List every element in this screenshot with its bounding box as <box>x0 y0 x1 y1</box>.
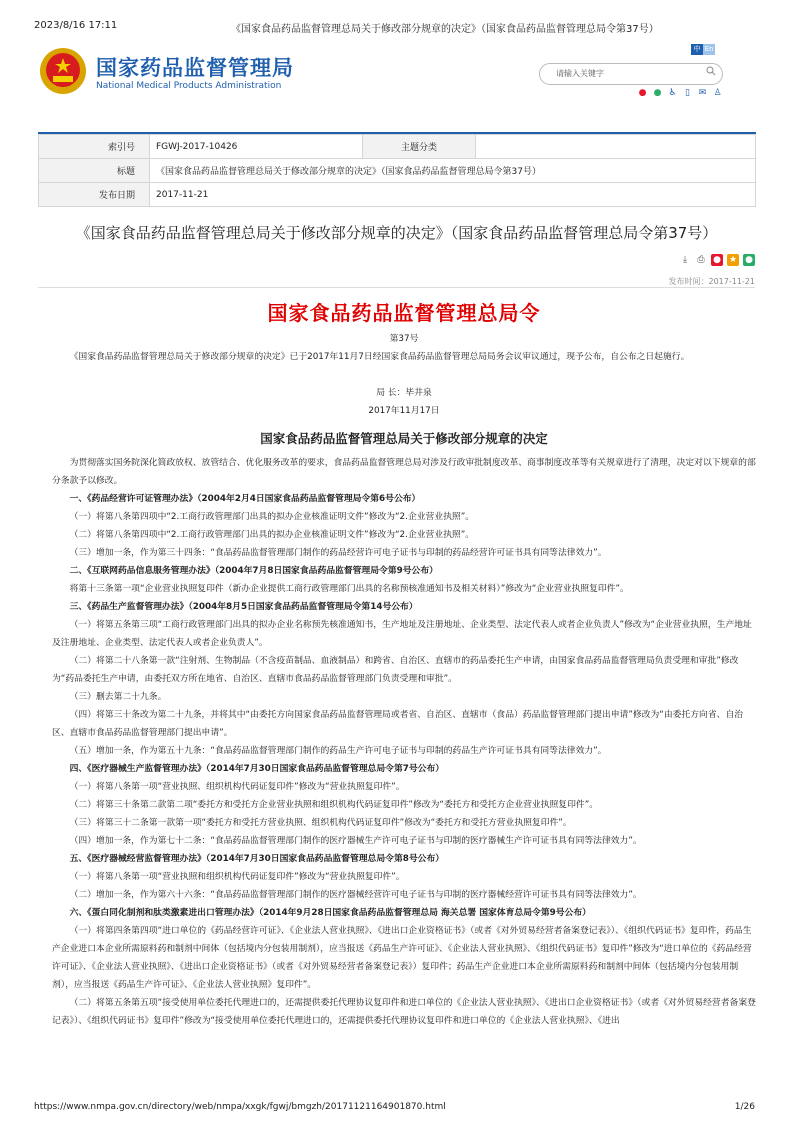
decision-paragraph: 六、《蛋白同化制剂和肽类激素进出口管理办法》（2014年9月28日国家食品药品监督管理总局 海关总署 国家体育总局令第9号公布） <box>69 908 591 918</box>
title-label: 标题 <box>39 159 150 183</box>
decision-paragraph: （四）增加一条，作为第七十二条：“食品药品监督管理部门制作的医疗器械生产许可电子证书与印制的医疗器械生产许可证书具有同等法律效力”。 <box>69 836 642 846</box>
category-value <box>476 135 756 159</box>
lang-en-button[interactable]: En <box>704 45 714 53</box>
decision-paragraph: （一）将第八条第一项“营业执照和组织机构代码证复印件”修改为“营业执照复印件”。 <box>69 872 405 882</box>
decision-paragraph: （五）增加一条，作为第五十九条：“食品药品监督管理部门制作的药品生产许可电子证书与印制的药品生产许可证书具有同等法律效力”。 <box>69 746 607 756</box>
language-switch <box>691 44 715 55</box>
order-sign-date: 2017年11月17日 <box>368 406 440 416</box>
decision-paragraph: （二）将第五条第五项“接受使用单位委托代理进口的，还需提供委托代理协议复印件和进口单位的《企业法人营业执照》、《进出口企业资格证书》（或者《对外贸易经营者备案登记表》）、《组织代码证书》复印件”修改为“接受使用单位委托代理进口的，还需提供委托代理协议复印件和进口单位的《企业法人营业执照》、《进出 <box>52 998 756 1026</box>
decision-paragraph: 为贯彻落实国务院深化简政放权、放管结合、优化服务改革的要求，食品药品监督管理总局对涉及行政审批制度改革、商事制度改革等有关规章进行了清理，决定对以下规章的部分条款予以修改。 <box>52 458 756 486</box>
share-weibo-icon[interactable]: ● <box>711 254 723 266</box>
decision-paragraph: 将第十三条第一项“企业营业执照复印件（新办企业提供工商行政管理部门出具的名称预核准通知书及相关材料）”修改为“企业营业执照复印件”。 <box>69 584 629 594</box>
order-intro: 《国家食品药品监督管理总局关于修改部分规章的决定》已于2017年11月7日经国家食品药品监督管理总局局务会议审议通过，现予公布，自公布之日起施行。 <box>69 352 690 362</box>
decision-paragraph: （四）将第三十条改为第二十九条，并将其中“由委托方向国家食品药品监督管理局或者省、自治区、直辖市（食品）药品监督管理部门提出申请”修改为“由委托方向省、自治区、直辖市食品药品监督管理部门提出申请”。 <box>52 710 744 738</box>
page-url: https://www.nmpa.gov.cn/directory/web/nmpa/xxgk/fgwj/bmgzh/20171121164901870.html <box>34 1102 446 1112</box>
decision-title: 国家食品药品监督管理总局关于修改部分规章的决定 <box>260 431 548 446</box>
decision-paragraph: 四、《医疗器械生产监督管理办法》（2014年7月30日国家食品药品监督管理总局令第7号公布） <box>69 764 445 774</box>
decision-paragraph: （二）将第三十条第二款第二项“委托方和受托方企业营业执照和组织机构代码证复印件”修改为“委托方和受托方企业营业执照复印件”。 <box>69 800 599 810</box>
national-emblem-icon[interactable] <box>38 46 88 96</box>
decision-paragraph: （一）将第五条第三项“工商行政管理部门出具的拟办企业名称预先核准通知书，生产地址及注册地址、企业类型、法定代表人或者企业负责人”修改为“企业营业执照，生产地址及注册地址、企业类型、法定代表人或者企业负责人”。 <box>52 620 752 648</box>
order-number: 第37号 <box>389 334 419 344</box>
decision-paragraph: 五、《医疗器械经营监督管理办法》（2014年7月30日国家食品药品监督管理总局令第8号公布） <box>69 854 445 864</box>
decision-paragraphs <box>52 454 756 1030</box>
elder-mode-icon[interactable]: ▯ <box>685 88 690 98</box>
decision-paragraph: （三）将第三十二条第一款第一项“委托方和受托方营业执照、组织机构代码证复印件”修改为“委托方和受托方营业执照复印件”。 <box>69 818 572 828</box>
weibo-icon[interactable]: ● <box>638 88 647 98</box>
user-icon[interactable]: ♙ <box>713 88 722 98</box>
print-icon[interactable]: ⎙ <box>697 255 705 265</box>
order-signer: 局 长：毕井泉 <box>376 388 432 398</box>
decision-paragraph: （三）删去第二十九条。 <box>69 692 167 702</box>
search-placeholder: 请输入关键字 <box>556 69 604 78</box>
publish-time: 发布时间：2017-11-21 <box>668 277 755 286</box>
search-input[interactable] <box>539 63 723 85</box>
print-time: 2023/8/16 17:11 <box>34 20 118 31</box>
document-meta <box>38 132 756 207</box>
download-icon[interactable]: ⤓ <box>683 255 687 265</box>
decision-paragraph: 一、《药品经营许可证管理办法》（2004年2月4日国家食品药品监督管理局令第6号公布） <box>69 494 421 504</box>
share-star-icon[interactable]: ★ <box>728 255 738 265</box>
title-value: 《国家食品药品监督管理总局关于修改部分规章的决定》（国家食品药品监督管理总局令第37号） <box>150 159 756 183</box>
decision-paragraph: （一）将第八条第一项“营业执照、组织机构代码证复印件”修改为“营业执照复印件”。 <box>69 782 405 792</box>
decision-paragraph: 三、《药品生产监督管理办法》（2004年8月5日国家食品药品监督管理局令第14号公布） <box>69 602 418 612</box>
decision-paragraph: （一）将第八条第四项中“2.工商行政管理部门出具的拟办企业核准证明文件”修改为“2.企业营业执照”。 <box>69 512 475 522</box>
date-label: 发布日期 <box>39 183 150 207</box>
page-number: 1/26 <box>734 1102 755 1112</box>
site-name-en: National Medical Products Administration <box>96 81 282 91</box>
decision-paragraph: （二）将第八条第四项中“2.工商行政管理部门出具的拟办企业核准证明文件”修改为“2.企业营业执照”。 <box>69 530 475 540</box>
decision-paragraph: （二）将第二十八条第一款“注射剂、生物制品（不含疫苗制品、血液制品）和跨省、自治区、直辖市的药品委托生产申请，由国家食品药品监督管理局负责受理和审批”修改为“药品委托生产申请，由委托双方所在地省、自治区、直辖市食品药品监督管理部门负责受理和审批”。 <box>52 656 739 684</box>
share-wechat-icon[interactable]: ● <box>743 254 755 266</box>
site-header <box>38 44 755 104</box>
site-name[interactable]: 国家药品监督管理局 <box>96 56 294 80</box>
print-title: 《国家食品药品监督管理总局关于修改部分规章的决定》（国家食品药品监督管理总局令第37号） <box>231 24 659 35</box>
decision-paragraph: （一）将第四条第四项“进口单位的《药品经营许可证》、《企业法人营业执照》、《进出口企业资格证书》（或者《对外贸易经营者备案登记表》）、《组织代码证书》复印件，药品生产企业进口本企业所需原料药和制剂中间体（包括境内分包装用制剂），应当报送《药品生产许可证》、《企业法人营业执照》、《组织代码证书》复印件”修改为“进口单位的《药品经营许可证》、《企业法人营业执照》、《进出口企业资格证书》（或者《对外贸易经营者备案登记表》）复印件；药品生产企业进口本企业所需原料药和制剂中间体（包括境内分包装用制剂），应当报送《药品生产许可证》、《企业法人营业执照》复印件”。 <box>52 926 752 990</box>
order-red-title: 国家食品药品监督管理总局令 <box>267 301 541 325</box>
wechat-icon[interactable]: ● <box>653 88 662 98</box>
decision-paragraph: （三）增加一条，作为第三十四条：“食品药品监督管理部门制作的药品经营许可电子证书与印制的药品经营许可证书具有同等法律效力”。 <box>69 548 607 558</box>
index-value: FGWJ-2017-10426 <box>150 135 363 159</box>
article-body <box>52 298 756 1030</box>
category-label: 主题分类 <box>363 135 476 159</box>
divider <box>38 287 755 288</box>
document-title: 《国家食品药品监督管理总局关于修改部分规章的决定》（国家食品药品监督管理总局令第37号） <box>75 224 718 242</box>
index-label: 索引号 <box>39 135 150 159</box>
decision-paragraph: 二、《互联网药品信息服务管理办法》（2004年7月8日国家食品药品监督管理局令第9号公布） <box>69 566 438 576</box>
search-icon[interactable] <box>706 66 716 76</box>
mail-icon[interactable]: ✉ <box>698 88 707 98</box>
article-tools <box>679 254 755 266</box>
header-tools <box>637 88 723 99</box>
accessibility-icon[interactable]: ♿ <box>668 88 677 98</box>
decision-paragraph: （二）增加一条，作为第六十六条：“食品药品监督管理部门制作的医疗器械经营许可电子证书与印制的医疗器械经营许可证书具有同等法律效力”。 <box>69 890 642 900</box>
lang-zh-button[interactable]: 中 <box>691 44 703 55</box>
date-value: 2017-11-21 <box>150 183 756 207</box>
